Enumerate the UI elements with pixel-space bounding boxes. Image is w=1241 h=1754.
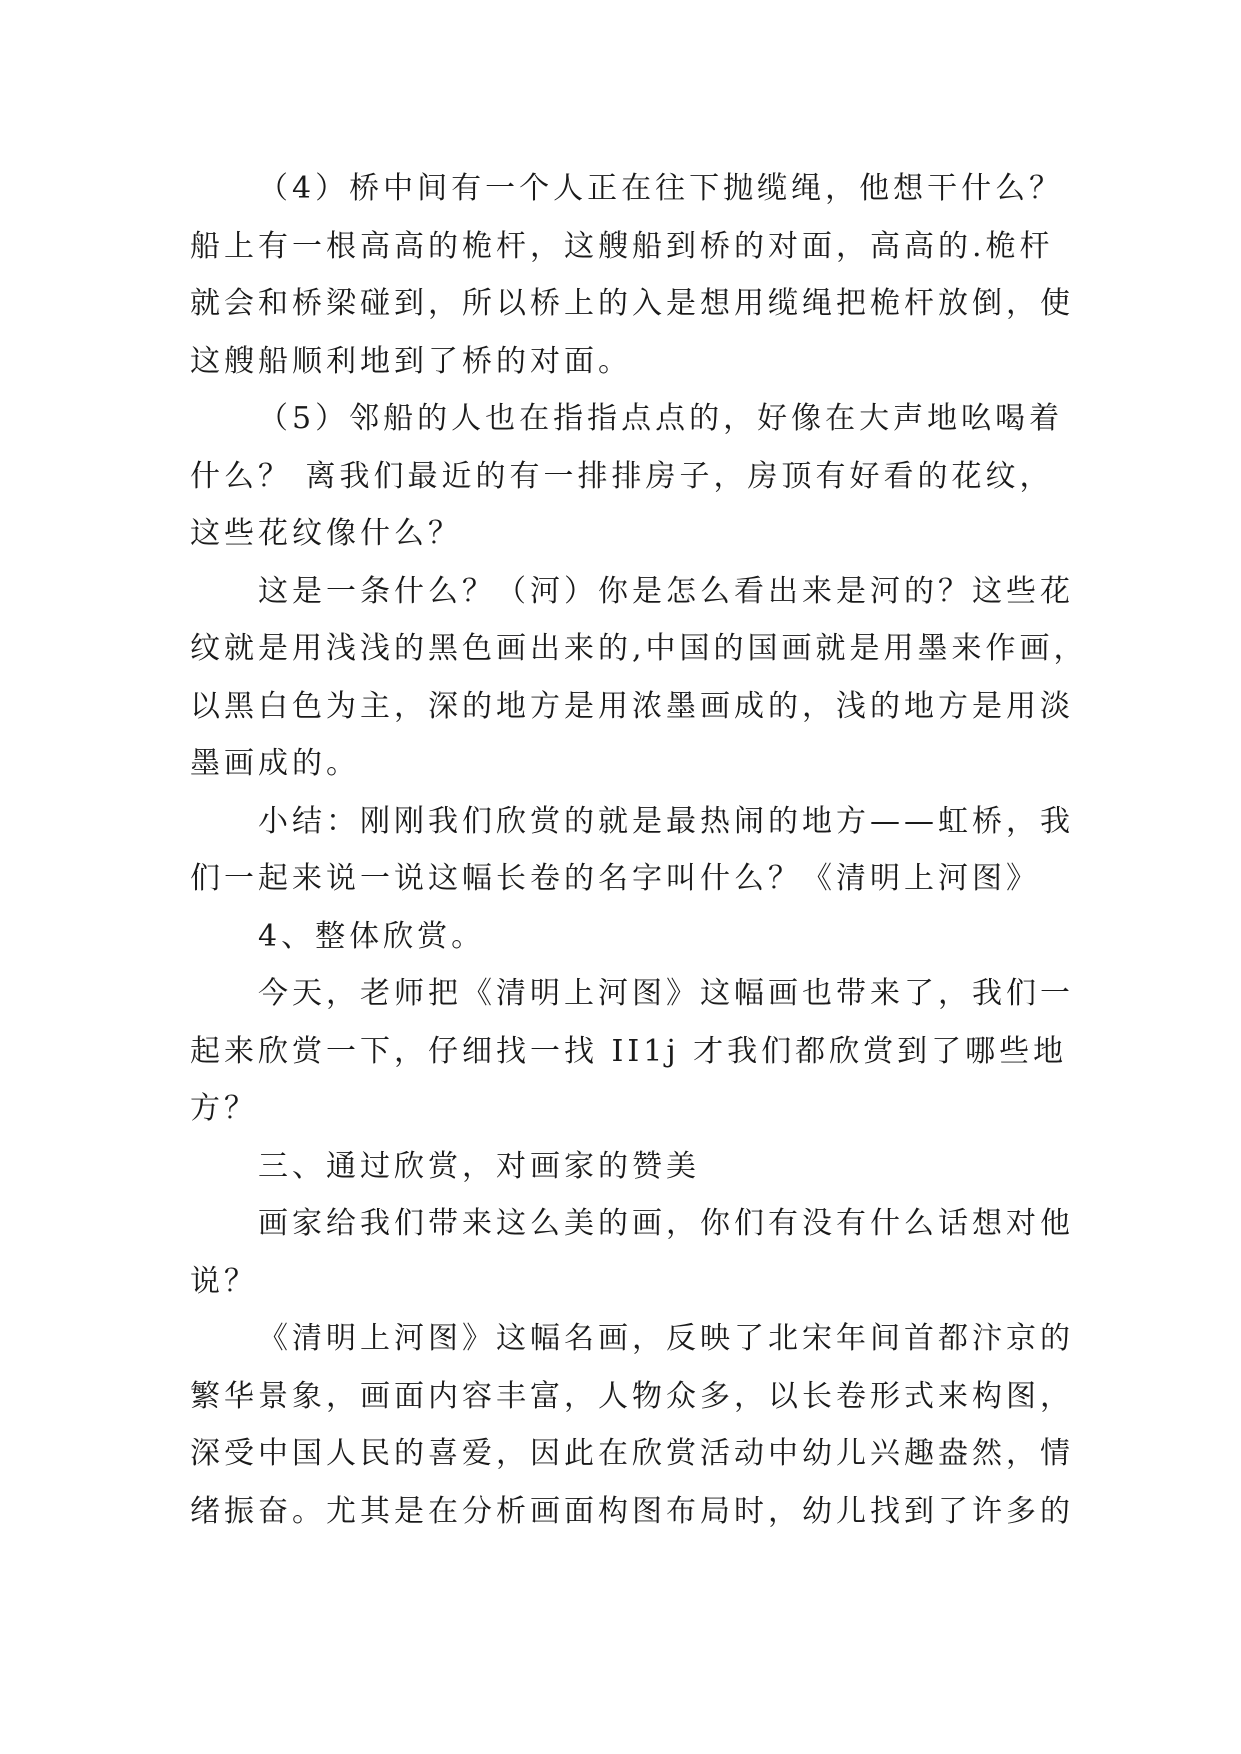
paragraph-neighbor-boat <box>190 390 1064 563</box>
text-line: 方？ <box>190 1091 258 1126</box>
text-line: 纹就是用浅浅的黑色画出来的,中国的国画就是用墨来作画， <box>190 631 1088 666</box>
text-line: 什么？ 离我们最近的有一排排房子，房顶有好看的花纹， <box>190 458 1054 494</box>
text-line: 就会和桥梁碰到，所以桥上的入是想用缆绳把桅杆放倒，使 <box>190 286 1074 321</box>
text-line: 这是一条什么？（河）你是怎么看出来是河的？这些花 <box>258 573 1074 609</box>
text-line: （5）邻船的人也在指指点点的，好像在大声地吆喝着 <box>258 401 1064 436</box>
text-line: 《清明上河图》这幅名画，反映了北宋年间首都汴京的 <box>258 1321 1074 1356</box>
text-line: 这些花纹像什么？ <box>190 516 462 551</box>
text-line: 以黑白色为主，深的地方是用浓墨画成的，浅的地方是用淡 <box>190 688 1074 724</box>
text-line: 4、整体欣赏。 <box>258 918 486 954</box>
text-line: （4）桥中间有一个人正在往下抛缆绳，他想干什么？ <box>258 171 1064 206</box>
text-line: 说？ <box>190 1263 258 1299</box>
text-line: 小结：刚刚我们欣赏的就是最热闹的地方——虹桥，我 <box>258 803 1074 839</box>
text-line: 起来欣赏一下，仔细找一找 II1j 才我们都欣赏到了哪些地 <box>190 1033 1068 1069</box>
text-line: 画家给我们带来这么美的画，你们有没有什么话想对他 <box>258 1206 1074 1241</box>
paragraph-today <box>190 965 1074 1138</box>
section-heading-overall-appreciation <box>190 908 1050 966</box>
document-body <box>190 160 1088 1540</box>
paragraph-reflection <box>190 1310 1074 1540</box>
paragraph-bridge-rope <box>190 160 1074 390</box>
text-line: 绪振奋。尤其是在分析画面构图布局时，幼儿找到了许多的 <box>190 1493 1074 1529</box>
text-line: 们一起来说一说这幅长卷的名字叫什么？《清明上河图》 <box>190 861 1040 896</box>
text-line: 繁华景象，画面内容丰富，人物众多，以长卷形式来构图， <box>190 1378 1074 1414</box>
paragraph-painter <box>190 1195 1074 1310</box>
text-line: 这艘船顺利地到了桥的对面。 <box>190 343 632 379</box>
text-line: 墨画成的。 <box>190 746 360 781</box>
paragraph-summary <box>190 793 1074 908</box>
section-heading-praise <box>190 1138 1050 1196</box>
text-line: 船上有一根高高的桅杆，这艘船到桥的对面，高高的.桅杆 <box>190 228 1054 264</box>
text-line: 三、通过欣赏，对画家的赞美 <box>258 1148 700 1184</box>
paragraph-river <box>190 563 1088 793</box>
text-line: 今天，老师把《清明上河图》这幅画也带来了，我们一 <box>258 976 1074 1011</box>
text-line: 深受中国人民的喜爱，因此在欣赏活动中幼儿兴趣盎然，情 <box>190 1436 1074 1471</box>
